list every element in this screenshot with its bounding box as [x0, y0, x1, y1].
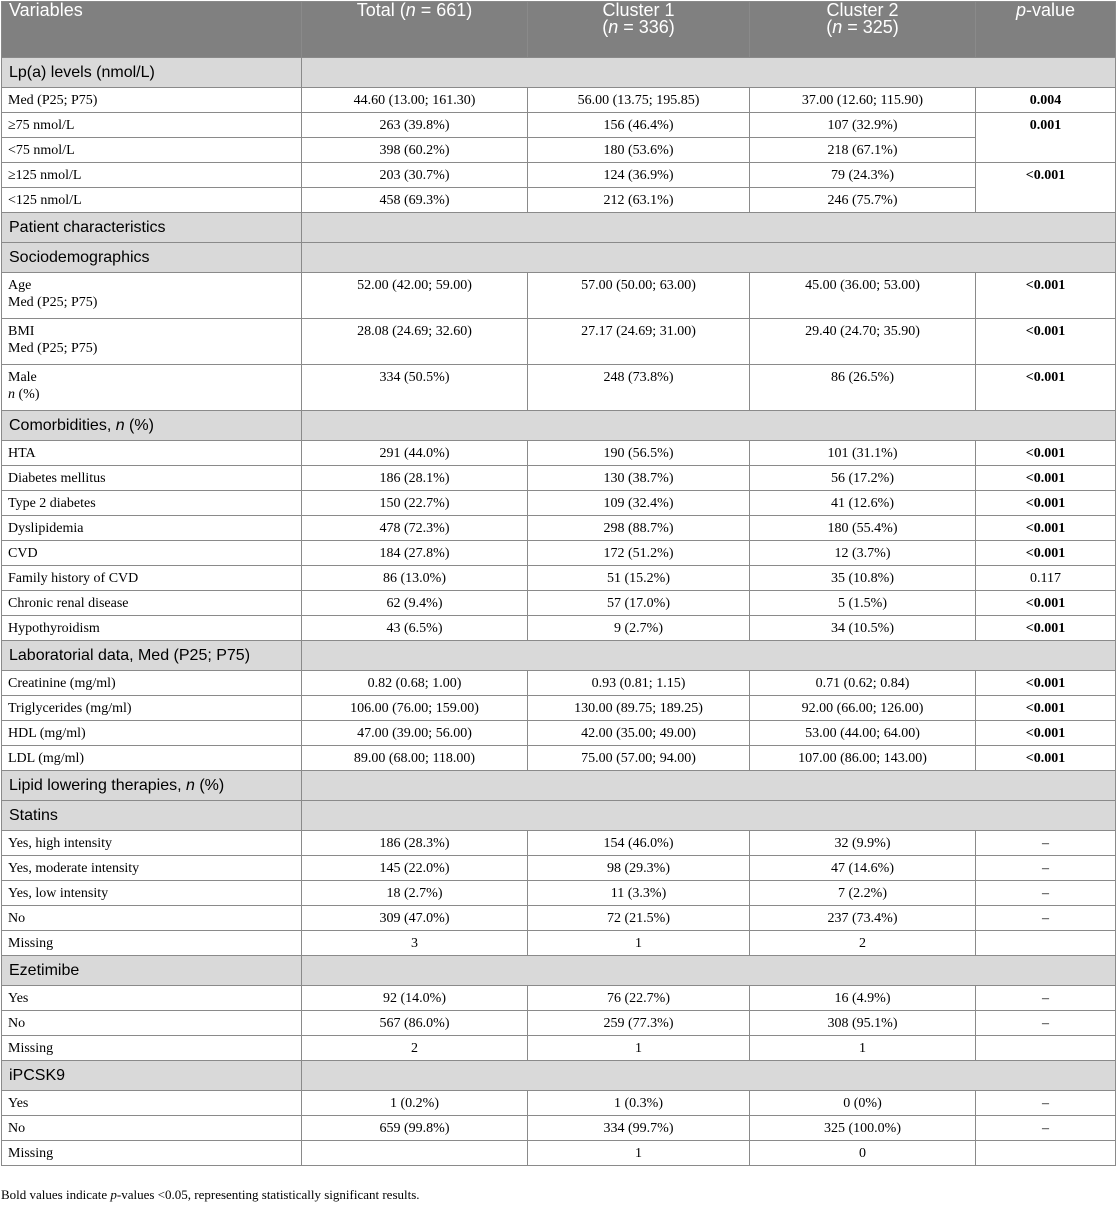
- row-label: Med (P25; P75): [2, 88, 302, 113]
- total-cell: 92 (14.0%): [302, 986, 528, 1011]
- cluster2-cell: 34 (10.5%): [750, 616, 976, 641]
- ipcsk9-rows: [2, 1091, 1116, 1166]
- cluster2-cell: 0 (0%): [750, 1091, 976, 1116]
- row-label: Yes, low intensity: [2, 881, 302, 906]
- cluster2-cell: 45.00 (36.00; 53.00): [750, 273, 976, 319]
- total-cell: 145 (22.0%): [302, 856, 528, 881]
- cluster2-cell: 16 (4.9%): [750, 986, 976, 1011]
- cluster2-cell: 237 (73.4%): [750, 906, 976, 931]
- cluster1-cell: 248 (73.8%): [528, 365, 750, 411]
- p-value-cell: <0.001: [976, 591, 1116, 616]
- p-value-cell: –: [976, 906, 1116, 931]
- table-row: [2, 365, 1116, 411]
- cluster1-cell: 75.00 (57.00; 94.00): [528, 746, 750, 771]
- cluster1-cell: 9 (2.7%): [528, 616, 750, 641]
- table-row: [2, 856, 1116, 881]
- table-row: [2, 491, 1116, 516]
- table-row: [2, 616, 1116, 641]
- total-cell: 334 (50.5%): [302, 365, 528, 411]
- cluster1-cell: 190 (56.5%): [528, 441, 750, 466]
- header-cluster-2: Cluster 2 (n = 325): [750, 2, 976, 58]
- cluster2-cell: 47 (14.6%): [750, 856, 976, 881]
- p-value-cell: <0.001: [976, 441, 1116, 466]
- table-row: [2, 163, 1116, 188]
- table-row: [2, 516, 1116, 541]
- total-cell: 47.00 (39.00; 56.00): [302, 721, 528, 746]
- total-cell: 659 (99.8%): [302, 1116, 528, 1141]
- cluster2-cell: 0.71 (0.62; 0.84): [750, 671, 976, 696]
- total-cell: 3: [302, 931, 528, 956]
- table-row: [2, 566, 1116, 591]
- cluster1-cell: 72 (21.5%): [528, 906, 750, 931]
- p-value-cell: <0.001: [976, 616, 1116, 641]
- p-value-cell: –: [976, 881, 1116, 906]
- cluster2-cell: 107 (32.9%): [750, 113, 976, 138]
- table-row: [2, 721, 1116, 746]
- total-cell: 52.00 (42.00; 59.00): [302, 273, 528, 319]
- row-label: Chronic renal disease: [2, 591, 302, 616]
- row-label: Yes, high intensity: [2, 831, 302, 856]
- table-row: [2, 88, 1116, 113]
- header-p-value: p-value: [976, 2, 1116, 58]
- row-label: No: [2, 1116, 302, 1141]
- row-label: <75 nmol/L: [2, 138, 302, 163]
- cluster1-cell: 156 (46.4%): [528, 113, 750, 138]
- p-value-cell: <0.001: [976, 365, 1116, 411]
- cluster1-cell: 0.93 (0.81; 1.15): [528, 671, 750, 696]
- total-cell: 184 (27.8%): [302, 541, 528, 566]
- section-title: Patient characteristics: [2, 213, 302, 243]
- total-cell: 291 (44.0%): [302, 441, 528, 466]
- table-row: [2, 906, 1116, 931]
- cluster2-cell: 35 (10.8%): [750, 566, 976, 591]
- p-value-cell: <0.001: [976, 516, 1116, 541]
- laboratorial-rows: [2, 671, 1116, 771]
- p-value-cell: –: [976, 831, 1116, 856]
- cluster1-cell: 98 (29.3%): [528, 856, 750, 881]
- cluster2-cell: 180 (55.4%): [750, 516, 976, 541]
- total-cell: 2: [302, 1036, 528, 1061]
- row-label: Dyslipidemia: [2, 516, 302, 541]
- total-cell: 86 (13.0%): [302, 566, 528, 591]
- p-value-cell: [976, 1141, 1116, 1166]
- p-value-cell: <0.001: [976, 163, 1116, 213]
- total-cell: 89.00 (68.00; 118.00): [302, 746, 528, 771]
- section-comorbidities: [2, 411, 1116, 441]
- p-value-cell: <0.001: [976, 696, 1116, 721]
- cluster1-cell: 42.00 (35.00; 49.00): [528, 721, 750, 746]
- header-cluster-1: Cluster 1 (n = 336): [528, 2, 750, 58]
- cluster1-cell: 11 (3.3%): [528, 881, 750, 906]
- table-row: [2, 831, 1116, 856]
- table-row: [2, 1116, 1116, 1141]
- cluster1-cell: 298 (88.7%): [528, 516, 750, 541]
- table-row: [2, 466, 1116, 491]
- p-value-cell: –: [976, 1091, 1116, 1116]
- row-label: HDL (mg/ml): [2, 721, 302, 746]
- total-cell: 398 (60.2%): [302, 138, 528, 163]
- section-title: Laboratorial data, Med (P25; P75): [2, 641, 302, 671]
- table-row: [2, 986, 1116, 1011]
- p-value-cell: <0.001: [976, 671, 1116, 696]
- cluster1-cell: 1: [528, 931, 750, 956]
- row-label: Male n (%): [2, 365, 302, 411]
- section-title: iPCSK9: [2, 1061, 302, 1091]
- cluster2-cell: 308 (95.1%): [750, 1011, 976, 1036]
- p-value-cell: –: [976, 856, 1116, 881]
- cluster1-cell: 259 (77.3%): [528, 1011, 750, 1036]
- section-sociodemographics: [2, 243, 1116, 273]
- total-cell: 478 (72.3%): [302, 516, 528, 541]
- table-row: [2, 746, 1116, 771]
- cluster1-cell: 27.17 (24.69; 31.00): [528, 319, 750, 365]
- section-laboratorial-data: [2, 641, 1116, 671]
- cluster2-cell: 12 (3.7%): [750, 541, 976, 566]
- statins-rows: [2, 831, 1116, 956]
- cluster1-cell: 154 (46.0%): [528, 831, 750, 856]
- cluster2-cell: 92.00 (66.00; 126.00): [750, 696, 976, 721]
- section-ipcsk9: [2, 1061, 1116, 1091]
- cluster1-cell: 130.00 (89.75; 189.25): [528, 696, 750, 721]
- cluster1-cell: 172 (51.2%): [528, 541, 750, 566]
- section-title: Ezetimibe: [2, 956, 302, 986]
- table-row: [2, 113, 1116, 138]
- total-cell: 309 (47.0%): [302, 906, 528, 931]
- row-label: Yes: [2, 986, 302, 1011]
- row-label: Hypothyroidism: [2, 616, 302, 641]
- section-title: Sociodemographics: [2, 243, 302, 273]
- total-cell: 263 (39.8%): [302, 113, 528, 138]
- p-value-cell: <0.001: [976, 319, 1116, 365]
- total-cell: 106.00 (76.00; 159.00): [302, 696, 528, 721]
- header-row: [2, 2, 1116, 58]
- row-label: BMI Med (P25; P75): [2, 319, 302, 365]
- cluster2-cell: 79 (24.3%): [750, 163, 976, 188]
- table-row: [2, 696, 1116, 721]
- cluster1-cell: 57 (17.0%): [528, 591, 750, 616]
- p-value-cell: 0.004: [976, 88, 1116, 113]
- table-row: [2, 1011, 1116, 1036]
- cluster1-cell: 212 (63.1%): [528, 188, 750, 213]
- cluster1-cell: 57.00 (50.00; 63.00): [528, 273, 750, 319]
- total-cell: 186 (28.1%): [302, 466, 528, 491]
- header-total: Total (n = 661): [302, 2, 528, 58]
- row-label: HTA: [2, 441, 302, 466]
- total-cell: 43 (6.5%): [302, 616, 528, 641]
- row-label: Creatinine (mg/ml): [2, 671, 302, 696]
- row-label: No: [2, 1011, 302, 1036]
- cluster2-cell: 41 (12.6%): [750, 491, 976, 516]
- row-label: ≥125 nmol/L: [2, 163, 302, 188]
- ezetimibe-rows: [2, 986, 1116, 1061]
- p-value-cell: –: [976, 1011, 1116, 1036]
- p-value-cell: <0.001: [976, 541, 1116, 566]
- row-label: LDL (mg/ml): [2, 746, 302, 771]
- section-statins: [2, 801, 1116, 831]
- row-label: Diabetes mellitus: [2, 466, 302, 491]
- cluster2-cell: 246 (75.7%): [750, 188, 976, 213]
- total-cell: 1 (0.2%): [302, 1091, 528, 1116]
- table-row: [2, 441, 1116, 466]
- cluster1-cell: 124 (36.9%): [528, 163, 750, 188]
- table-row: [2, 881, 1116, 906]
- p-value-cell: [976, 931, 1116, 956]
- cluster1-cell: 1 (0.3%): [528, 1091, 750, 1116]
- row-label: Age Med (P25; P75): [2, 273, 302, 319]
- row-label: Type 2 diabetes: [2, 491, 302, 516]
- cluster2-cell: 0: [750, 1141, 976, 1166]
- cluster1-cell: 334 (99.7%): [528, 1116, 750, 1141]
- row-label: <125 nmol/L: [2, 188, 302, 213]
- section-title: Statins: [2, 801, 302, 831]
- row-label: Missing: [2, 1036, 302, 1061]
- cluster2-cell: 53.00 (44.00; 64.00): [750, 721, 976, 746]
- cluster1-cell: 1: [528, 1141, 750, 1166]
- row-label: Yes, moderate intensity: [2, 856, 302, 881]
- table-row: [2, 188, 1116, 213]
- total-cell: 186 (28.3%): [302, 831, 528, 856]
- table-row: [2, 1091, 1116, 1116]
- total-cell: 18 (2.7%): [302, 881, 528, 906]
- p-value-cell: –: [976, 986, 1116, 1011]
- total-cell: 203 (30.7%): [302, 163, 528, 188]
- section-patient-characteristics: [2, 213, 1116, 243]
- cluster2-cell: 218 (67.1%): [750, 138, 976, 163]
- cluster2-cell: 37.00 (12.60; 115.90): [750, 88, 976, 113]
- row-label: CVD: [2, 541, 302, 566]
- p-value-cell: –: [976, 1116, 1116, 1141]
- p-value-cell: <0.001: [976, 273, 1116, 319]
- total-cell: 150 (22.7%): [302, 491, 528, 516]
- total-cell: 567 (86.0%): [302, 1011, 528, 1036]
- table-row: [2, 1141, 1116, 1166]
- cluster1-cell: 56.00 (13.75; 195.85): [528, 88, 750, 113]
- row-label: Missing: [2, 1141, 302, 1166]
- p-value-cell: <0.001: [976, 466, 1116, 491]
- footnote: Bold values indicate p-values <0.05, representing statistically significant results.: [1, 1187, 420, 1202]
- table-row: [2, 931, 1116, 956]
- cluster2-cell: 5 (1.5%): [750, 591, 976, 616]
- cluster1-cell: 130 (38.7%): [528, 466, 750, 491]
- p-value-cell: <0.001: [976, 746, 1116, 771]
- cluster2-cell: 1: [750, 1036, 976, 1061]
- table-row: [2, 671, 1116, 696]
- table-row: [2, 541, 1116, 566]
- table-row: [2, 319, 1116, 365]
- row-label: Family history of CVD: [2, 566, 302, 591]
- row-label: No: [2, 906, 302, 931]
- row-label: Triglycerides (mg/ml): [2, 696, 302, 721]
- p-value-cell: 0.001: [976, 113, 1116, 163]
- total-cell: 62 (9.4%): [302, 591, 528, 616]
- cluster2-cell: 101 (31.1%): [750, 441, 976, 466]
- cluster2-cell: 29.40 (24.70; 35.90): [750, 319, 976, 365]
- cluster1-cell: 180 (53.6%): [528, 138, 750, 163]
- p-value-cell: 0.117: [976, 566, 1116, 591]
- section-title: Lipid lowering therapies, n (%): [2, 771, 302, 801]
- table-row: [2, 138, 1116, 163]
- cluster1-cell: 1: [528, 1036, 750, 1061]
- p-value-cell: <0.001: [976, 491, 1116, 516]
- row-label: ≥75 nmol/L: [2, 113, 302, 138]
- total-cell: 0.82 (0.68; 1.00): [302, 671, 528, 696]
- table-row: [2, 273, 1116, 319]
- section-title: Lp(a) levels (nmol/L): [2, 58, 302, 88]
- section-lpa: [2, 58, 1116, 88]
- section-title: Comorbidities, n (%): [2, 411, 302, 441]
- cluster2-cell: 107.00 (86.00; 143.00): [750, 746, 976, 771]
- cluster1-cell: 76 (22.7%): [528, 986, 750, 1011]
- p-value-cell: <0.001: [976, 721, 1116, 746]
- header-variables: Variables: [2, 2, 302, 58]
- total-cell: 44.60 (13.00; 161.30): [302, 88, 528, 113]
- cluster1-cell: 109 (32.4%): [528, 491, 750, 516]
- cluster2-cell: 56 (17.2%): [750, 466, 976, 491]
- cluster2-cell: 325 (100.0%): [750, 1116, 976, 1141]
- total-cell: 458 (69.3%): [302, 188, 528, 213]
- p-value-cell: [976, 1036, 1116, 1061]
- results-table: [1, 1, 1116, 1166]
- cluster1-cell: 51 (15.2%): [528, 566, 750, 591]
- row-label: Missing: [2, 931, 302, 956]
- cluster2-cell: 86 (26.5%): [750, 365, 976, 411]
- total-cell: [302, 1141, 528, 1166]
- cluster2-cell: 32 (9.9%): [750, 831, 976, 856]
- table-row: [2, 591, 1116, 616]
- cluster2-cell: 7 (2.2%): [750, 881, 976, 906]
- section-lipid-lowering: [2, 771, 1116, 801]
- row-label: Yes: [2, 1091, 302, 1116]
- comorbidities-rows: [2, 441, 1116, 641]
- cluster2-cell: 2: [750, 931, 976, 956]
- total-cell: 28.08 (24.69; 32.60): [302, 319, 528, 365]
- table-row: [2, 1036, 1116, 1061]
- section-ezetimibe: [2, 956, 1116, 986]
